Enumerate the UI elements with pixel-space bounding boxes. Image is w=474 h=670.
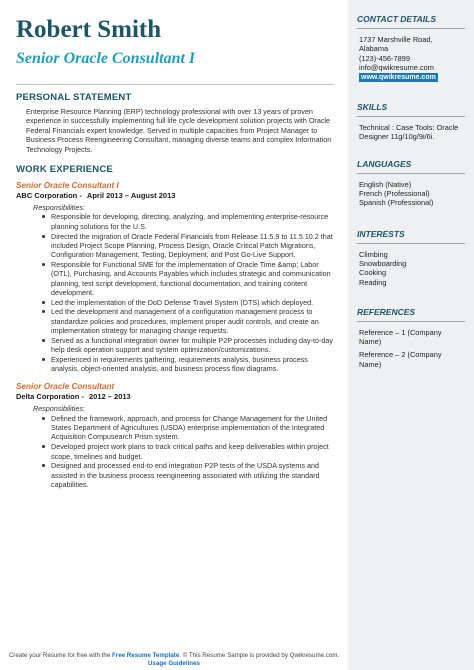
references-section: [357, 307, 465, 369]
contact-section: [357, 14, 465, 82]
references-heading: REFERENCES: [357, 307, 465, 322]
personal-statement-heading: PERSONAL STATEMENT: [16, 92, 132, 103]
contact-details: [357, 35, 465, 82]
interests-list: [357, 250, 465, 287]
list-item: Spanish (Professional): [359, 198, 434, 208]
candidate-title: Senior Oracle Consultant I: [16, 50, 196, 67]
footer-middle: . © This Resume Sample is provided by Qwikresume.com.: [179, 652, 340, 659]
sidebar: [348, 0, 474, 670]
header-divider: [16, 84, 334, 85]
job-title: Senior Oracle Consultant: [16, 382, 115, 392]
job-dates: 2012 – 2013: [89, 392, 131, 402]
job-company: ABC Corporation -: [16, 191, 82, 201]
list-item: Reference – 2 (Company Name): [359, 350, 442, 369]
usage-guidelines-link[interactable]: Usage Guidelines: [148, 660, 200, 667]
email-address[interactable]: info@qwikresume.com: [359, 62, 434, 72]
responsibilities-list: [42, 212, 334, 373]
list-item: Experienced in requirements gathering, requirements analysis, business process analysis, object-oriented analysis, and business process flow diagrams.: [42, 355, 334, 374]
list-item: Designed and processed end-to end integration P2P tests of the USDA systems and assisted in the business process reengineering associated with utilizing the standard capabilities.: [42, 461, 334, 489]
list-item: English (Native): [359, 179, 412, 189]
footer-prefix: Create your Resume for free with the: [8, 652, 111, 659]
list-item: Defined the framework, approach, and process for Change Management for the United States Department of Agricultures (USDA) enterprise implementation of the Integrated Acquisition Compusearch Prism system.: [42, 414, 334, 442]
phone-number: (123)-456-7899: [359, 53, 410, 63]
free-resume-template-link[interactable]: Free Resume Template: [112, 652, 180, 659]
list-item: Developed project work plans to track critical paths and keep deliverables within project scope, timelines and budget.: [42, 442, 334, 461]
responsibilities-list: [42, 414, 334, 489]
languages-section: [357, 159, 465, 208]
list-item: Reading: [359, 277, 387, 287]
languages-list: [357, 180, 465, 208]
list-item: Led the development and management of a configuration management process to standardize policies and procedures, implement proper audit controls, and create an implementation strategy for managing change requests.: [42, 307, 334, 335]
work-experience-heading: WORK EXPERIENCE: [16, 164, 113, 176]
job-company: Delta Corporation -: [16, 392, 84, 402]
list-item: French (Professional): [359, 189, 430, 199]
job-entry: [16, 382, 334, 489]
list-item: Directed the migration of Oracle Federal Financials from Release 11.5.9 to 11.5.10.2 that included Project Scope Planning, Process Design, Oracle Critical Patch Migrations, Configuration Management, Testing, Deployment, and Post Go-Live Support.: [42, 232, 334, 260]
references-list: [357, 328, 465, 369]
list-item: Snowboarding: [359, 258, 407, 268]
job-company-line: [16, 392, 334, 402]
state-line: Alabama: [359, 44, 389, 54]
list-item: Responsible for Functional SME for the implementation of Oracle Time &amp; Labor (OTL), Purchasing, and Accounts Payables which includes strategic and communication planning, test script development, functional documentation, and training content development.: [42, 260, 334, 297]
list-item: Cooking: [359, 268, 387, 278]
interests-section: [357, 229, 465, 287]
personal-statement-text: Enterprise Resource Planning (ERP) technology professional with over 13 years of proven experience in successfully implementing full life cycle development solution projects with Oracle Federal Financials expert knowledge. Served in multiple capacities from Project Manager to Business Process Reengineering Consultant, managing diverse teams and complex Information Technology Projects.: [26, 107, 332, 154]
list-item: Led the implementation of the DoD Defense Travel System (DTS) which deployed.: [42, 298, 334, 307]
responsibilities-label: Responsibilities:: [33, 202, 85, 212]
list-item: Reference – 1 (Company Name): [359, 327, 442, 347]
job-entry: [16, 181, 334, 373]
responsibilities-label: Responsibilities:: [33, 403, 85, 413]
address-line: 1737 Marshville Road,: [359, 35, 433, 44]
job-title: Senior Oracle Consultant I: [16, 181, 119, 191]
skills-text: Technical : Case Tools: Oracle Designer 11g/10g/9i/6i.: [359, 123, 459, 142]
contact-heading: CONTACT DETAILS: [357, 14, 465, 29]
work-experience-section: [16, 164, 334, 489]
skills-heading: SKILLS: [357, 102, 465, 117]
candidate-name: Robert Smith: [16, 16, 162, 43]
skills-section: [357, 102, 465, 142]
personal-statement-section: [16, 92, 334, 154]
languages-heading: LANGUAGES: [357, 159, 465, 174]
job-dates: April 2013 – August 2013: [86, 191, 176, 201]
interests-heading: INTERESTS: [357, 229, 465, 244]
website-link[interactable]: www.qwikresume.com: [361, 74, 436, 82]
job-company-line: [16, 191, 334, 201]
list-item: Responsible for developing, directing, analyzing, and implementing enterprise-resource planning solutions for the U.S.: [42, 212, 334, 231]
page-footer: [0, 652, 348, 668]
list-item: Served as a functional integration owner for multiple P2P processes including day-to-day help desk operation support and system optimization/customizations.: [42, 336, 334, 355]
list-item: Climbing: [359, 249, 388, 259]
